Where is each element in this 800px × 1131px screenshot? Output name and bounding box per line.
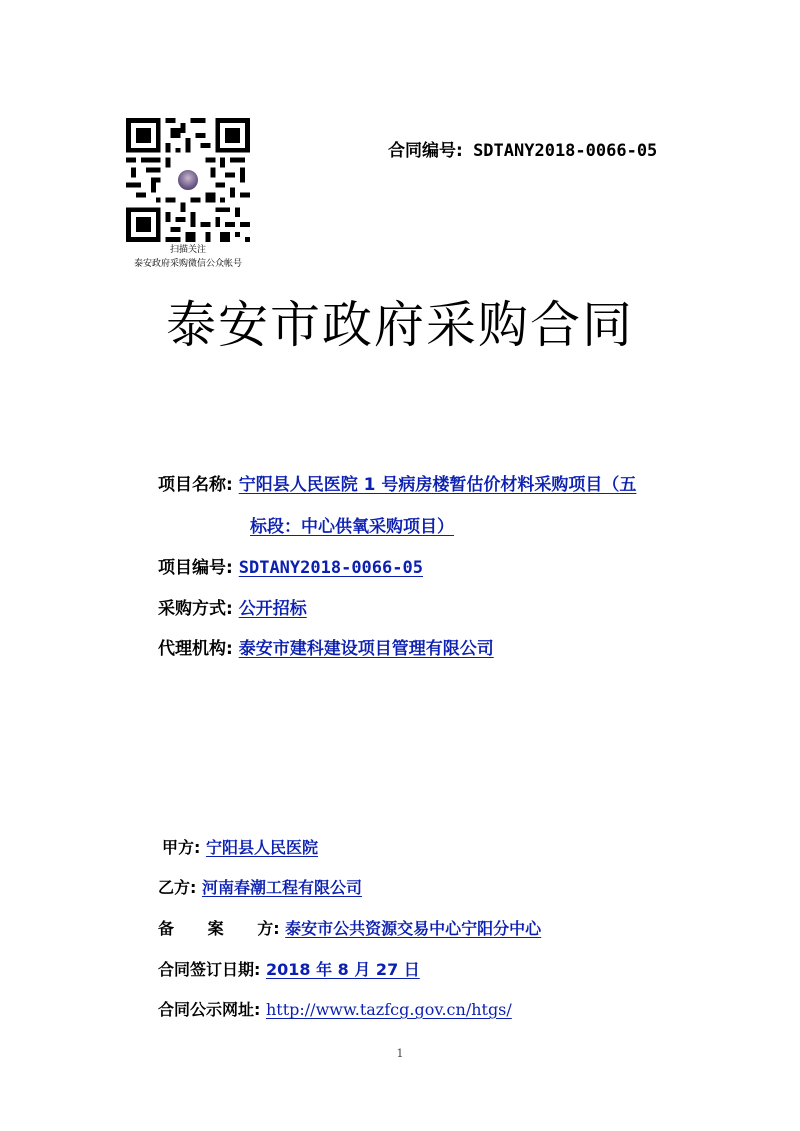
url-row [158,997,512,1020]
filing-label-3: 方: [257,919,280,938]
party-b-label: 乙方: [158,878,197,897]
filing-value: 泰安市公共资源交易中心宁阳分中心 [285,919,542,938]
page-title: 泰安市政府采购合同 [166,296,634,354]
party-a-value: 宁阳县人民医院 [205,838,318,857]
qr-code[interactable] [126,118,250,242]
project-number-value: SDTANY2018-0066-05 [238,558,423,578]
project-name-line1: 宁阳县人民医院 1 号病房楼暂估价材料采购项目（五 [238,475,637,495]
sign-date-label: 合同签订日期: [158,960,261,979]
sign-date-value: 2018 年 8 月 27 日 [265,960,420,979]
contract-number-label: 合同编号: [388,141,463,161]
publication-url-link[interactable]: http://www.tazfcg.gov.cn/htgs/ [265,1000,512,1019]
filing-label-1: 备 [158,919,175,938]
qr-caption-line1: 扫描关注 [169,245,206,255]
party-b-value: 河南春潮工程有限公司 [201,878,362,897]
qr-avatar-icon [176,168,200,192]
procurement-method-row [158,594,307,619]
party-a-row [162,835,318,858]
project-number-label: 项目编号: [158,558,233,578]
project-name-row-2 [250,512,454,537]
url-label: 合同公示网址: [158,1000,261,1019]
sign-date-row [158,957,420,980]
qr-caption-line2: 泰安政府采购微信公众帐号 [133,259,242,269]
agency-row [158,634,494,659]
page-number: 1 [396,1047,404,1060]
party-a-label: 甲方: [162,838,201,857]
contract-number-value: SDTANY2018-0066-05 [473,141,658,161]
project-number-row [158,553,423,578]
project-name-row [158,470,636,495]
agency-label: 代理机构: [158,639,233,659]
filing-label-2: 案 [207,919,224,938]
procurement-method-value: 公开招标 [238,599,307,619]
project-name-line2: 标段：中心供氧采购项目） [250,517,454,537]
project-name-label: 项目名称: [158,475,233,495]
qr-code-block [118,118,258,270]
contract-number [388,136,657,161]
party-b-row [158,875,362,898]
agency-value: 泰安市建科建设项目管理有限公司 [238,639,494,659]
filing-row [158,916,541,939]
procurement-method-label: 采购方式: [158,599,233,619]
